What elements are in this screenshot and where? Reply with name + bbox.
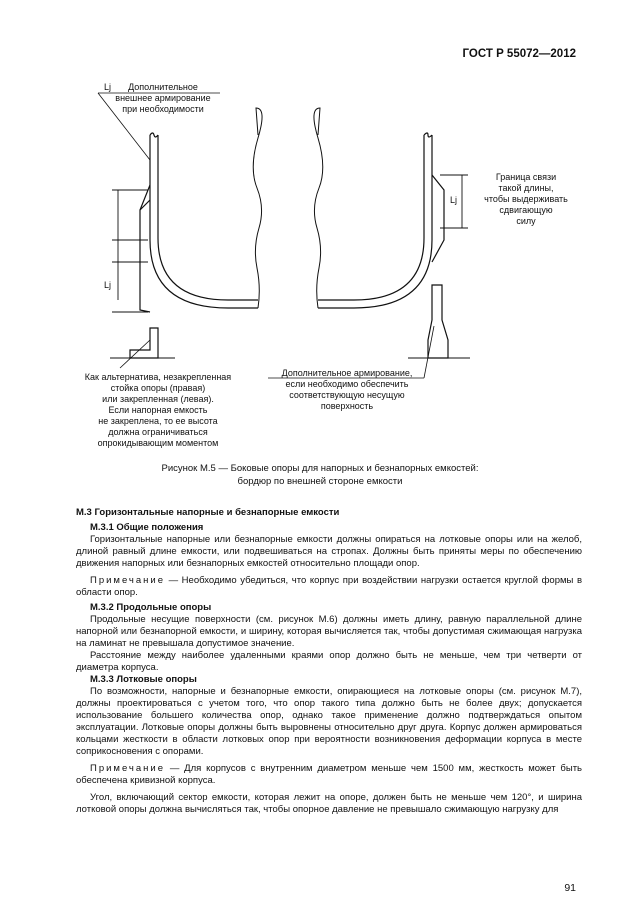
heading-m31: М.3.1 Общие положения: [90, 522, 204, 533]
left-support-stand: [130, 328, 158, 358]
heading-m32: М.3.2 Продольные опоры: [90, 602, 212, 613]
note-1: Примечание — Необходимо убедиться, что корпус при воздействии нагрузки остается круглой формы в области опор.: [76, 575, 582, 598]
dim-label-left-upper: Lj: [104, 82, 112, 92]
paragraph-m31: Горизонтальные напорные или безнапорные емкости должны опираться на лотковые опоры или на желоб, длиной равный длине емкости, или подвешиваться на стропах. Должны быть приняты меры по обеспечению движения напорных или безнапорных емкостей относительно площади опор.: [76, 534, 582, 569]
label-alternative-support-stand: Как альтернатива, незакрепленная стойка опоры (правая) или закрепленная (левая). Если напорная емкость не закреплена, то ее высота должна ограничиваться опрокидывающим моментом: [84, 372, 232, 448]
note-2: Примечание — Для корпусов с внутренним диаметром меньше чем 1500 мм, жесткость может быть обеспечена кривизной корпуса.: [76, 763, 582, 786]
dim-label-left-lower: Lj: [104, 280, 112, 290]
paragraph-m33a: По возможности, напорные и безнапорные емкости, опирающиеся на лотковые опоры (см. рисунок М.7), должны проектироваться с учетом того, что опор такого типа должно быть не более двух; допускается использование большего количества опор, однако такое применение должно подтверждаться опытом эксплуатации. Лотковые опоры должны быть выровнены относительно друг друга. Корпус должен армироваться кольцами жесткости в области лотковых опор при вероятности возникновения деформации корпуса в месте соприкосновения с опорами.: [76, 686, 582, 757]
left-vessel-outer-wall: [150, 135, 258, 308]
body-text: [76, 503, 582, 816]
right-vessel-inner-wall: [318, 135, 424, 300]
right-bonded-reinforcement: [432, 175, 444, 262]
paragraph-m33b: Угол, включающий сектор емкости, которая лежит на опоре, должен быть не меньше чем 120°, и ширина лотковой опоры должна вычисляться так, чтобы опорное давление не превышало сжимающую нагрузку для: [76, 792, 582, 815]
label-additional-reinforcement-bearing: Дополнительное армирование, если необходимо обеспечить соответствующую несущую поверхность: [281, 368, 413, 411]
label-additional-external-reinforcement: Дополнительное внешнее армирование при необходимости: [115, 82, 211, 114]
paragraph-m32b: Расстояние между наиболее удаленными краями опор должно быть не меньше, чем три четверти от диаметра корпуса.: [76, 650, 582, 673]
left-vessel-inner-wall: [158, 135, 258, 300]
page-number: 91: [564, 882, 576, 894]
dim-label-right: Lj: [450, 195, 458, 205]
right-vessel-outer-wall: [318, 135, 432, 308]
heading-m33: М.3.3 Лотковые опоры: [90, 674, 197, 685]
figure-caption: Рисунок М.5 — Боковые опоры для напорных и безнапорных емкостей: бордюр по внешней стороне емкости: [161, 463, 479, 487]
document-header: ГОСТ Р 55072—2012: [462, 48, 576, 60]
heading-m3: М.3 Горизонтальные напорные и безнапорные емкости: [76, 507, 340, 518]
paragraph-m32a: Продольные несущие поверхности (см. рисунок М.6) должны иметь длину, равную параллельной длине напорной или безнапорной емкости, и ширину, которая вычисляется так, чтобы допустимая сжимающая нагрузка на ламинат не превышала допустимое значение.: [76, 614, 582, 649]
left-external-reinforcement: [140, 185, 150, 312]
left-vessel-break: [150, 133, 158, 137]
label-bond-length-boundary: Граница связи такой длины, чтобы выдерживать сдвигающую силу: [484, 172, 568, 226]
right-support-stand: [428, 285, 448, 358]
